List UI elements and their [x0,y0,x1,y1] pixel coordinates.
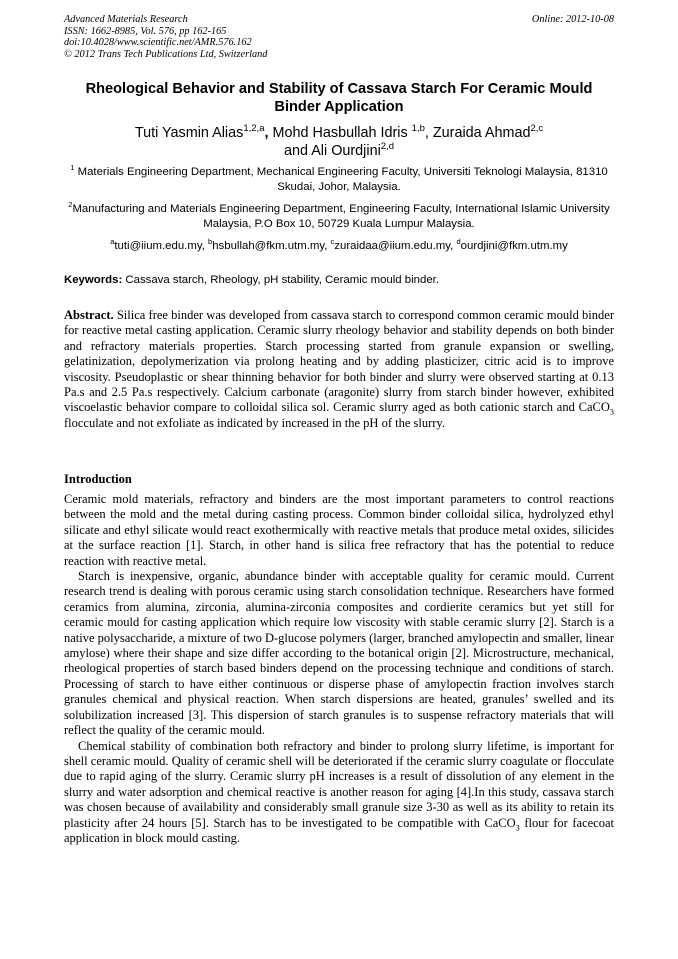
author-affiliation-marker: 1,b [411,123,425,135]
email-marker: a [110,237,115,247]
email-marker: d [456,237,461,247]
paragraph [64,739,614,847]
author-emails [64,239,614,254]
journal-doi: doi:10.4028/www.scientific.net/AMR.576.162 [64,37,252,49]
affiliation-1 [64,165,614,195]
affiliation-marker: 2 [68,200,73,210]
journal-name: Advanced Materials Research [64,14,188,25]
email-link[interactable]: hsbullah@fkm.utm.my, [212,240,331,252]
paragraph-subscript: 3 [515,823,520,833]
author-name: Zuraida Ahmad [432,125,531,141]
journal-header [64,14,267,60]
abstract [64,308,614,431]
email-link[interactable]: tuti@iium.edu.my, [114,240,209,252]
affiliation-text: Manufacturing and Materials Engineering Department, Engineering Faculty, International Islamic University Malaysia, P.O Box 10, 50729 Kuala Lumpur Malaysia. [72,203,610,230]
paragraph-text: Chemical stability of combination both refractory and binder to prolong slurry lifetime, is important for shell ceramic mould. Quality of ceramic shell will be deteriorated if the ceramic slurry coagulate or flocculate due to rapid aging of the slurry. Ceramic slurry pH increases is a result of dissolution of any element in the slurry and water adsorption and chemical reactive is another reason for aging [4].In this study, cassava starch was chosen because of availability and considerably small granule size 3-30 as well as its ability to retain its plasticity after 24 hours [5]. Starch has to be investigated to be compatible with CaCO [64,738,614,830]
keywords-label: Keywords: [64,274,123,286]
keywords [64,273,614,288]
abstract-text-end: flocculate and not exfoliate as indicated by increased in the pH of the slurry. [64,415,445,430]
abstract-label: Abstract. [64,308,114,322]
introduction-heading: Introduction [64,472,132,486]
affiliation-2 [64,202,614,232]
author-list: Tuti Yasmin Alias$^{1,2,a}$, Mohd Hasbullah Idris $^{1,b}$, Zuraida Ahmad$^{2,c}$ and Ali Ourdjini$^{2,d}$ [134,123,544,159]
email-marker: b [208,237,213,247]
journal-copyright: © 2012 Trans Tech Publications Ltd, Switzerland [64,48,268,60]
online-date: Online: 2012-10-08 [531,14,614,25]
email-link[interactable]: zuraidaa@iium.edu.my, [334,240,457,252]
paragraph: Starch is inexpensive, organic, abundance binder with acceptable quality for ceramic mould. Current research trend is dealing with porous ceramic using starch consolidation technique. Researchers have formed ceramics from alumina, zirconia, alumina-zirconia composites and cordierite ceramics but yet still for ceramic mould for casting application which require low viscosity with stable ceramic slurry [2]. Starch is a native polysaccharide, a mixture of two D-glucose polymers (larger, branched amylopectin and smaller, linear amylose) where their shape and size differ according to the botanical origin [2]. Microstructure, mechanical, rheological properties of starch based binders depend on the processing technique and conditions of starch. Processing of starch to have either continuous or disperse phase of amylopectin fraction involves starch granules chemical and physical reaction. When starch dispersions are heated, granules’ swelled and its solubilization increased [3]. This dispersion of starch granules is to suspense refractory materials that will reflect the quality of the ceramic mould. [64,569,614,738]
affiliation-text: Materials Engineering Department, Mechanical Engineering Faculty, Universiti Teknologi Malaysia, 81310 Skudai, Johor, Malaysia. [74,166,608,193]
email-link[interactable]: ourdjini@fkm.utm.my [460,240,568,252]
author-name: Tuti Yasmin Alias [134,125,244,141]
email-marker: c [330,237,335,247]
abstract-subscript: 3 [609,407,614,417]
affiliation-marker: 1 [70,163,75,173]
author-name: and Ali Ourdjini [283,143,381,159]
paragraph-text-end: flour for facecoat application in block mould casting. [64,815,614,845]
abstract-text: Silica free binder was developed from cassava starch to correspond common ceramic mould binder for reactive metal casting application. Ceramic slurry rheology behavior and stability depends on both binder and refractory materials properties. Starch processing started from granule expansion or swelling, gelatinization, depolymerization via prolong heating and by adding plasticizer, citric acid is to improve viscosity. Pseudoplastic or shear thinning behavior for both binder and slurry were observed starting at 0.13 Pa.s and 2.5 Pa.s respectively. Calcium carbonate (aragonite) slurry from starch binder however, exhibited viscoelastic behavior compare to colloidal silica sol. Ceramic slurry aged as both cationic starch and CaCO [64,308,614,415]
journal-issn: ISSN: 1662-8985, Vol. 576, pp 162-165 [64,25,227,37]
author-affiliation-marker: 2,c [530,123,544,135]
keywords-text: Cassava starch, Rheology, pH stability, Ceramic mould binder. [122,274,439,286]
author-affiliation-marker: 2,d [380,141,394,153]
introduction-body [64,492,614,846]
paper-title: Rheological Behavior and Stability of Cassava Starch For Ceramic Mould Binder Application [85,81,593,115]
author-name: Mohd Hasbullah Idris [272,125,412,141]
paragraph: Ceramic mold materials, refractory and binders are the most important parameters to control reactions between the mold and the metal during casting process. Common binder colloidal silica, hydrolyzed ethyl silicate and ethyl silicate would react exothermically with reactive metals that produce metal oxides, silicides at the surface reaction [1]. Starch, in other hand is silica free refractory that has the potential to reduce reaction with reactive metal. [64,492,614,568]
author-affiliation-marker: 1,2,a [243,123,265,135]
